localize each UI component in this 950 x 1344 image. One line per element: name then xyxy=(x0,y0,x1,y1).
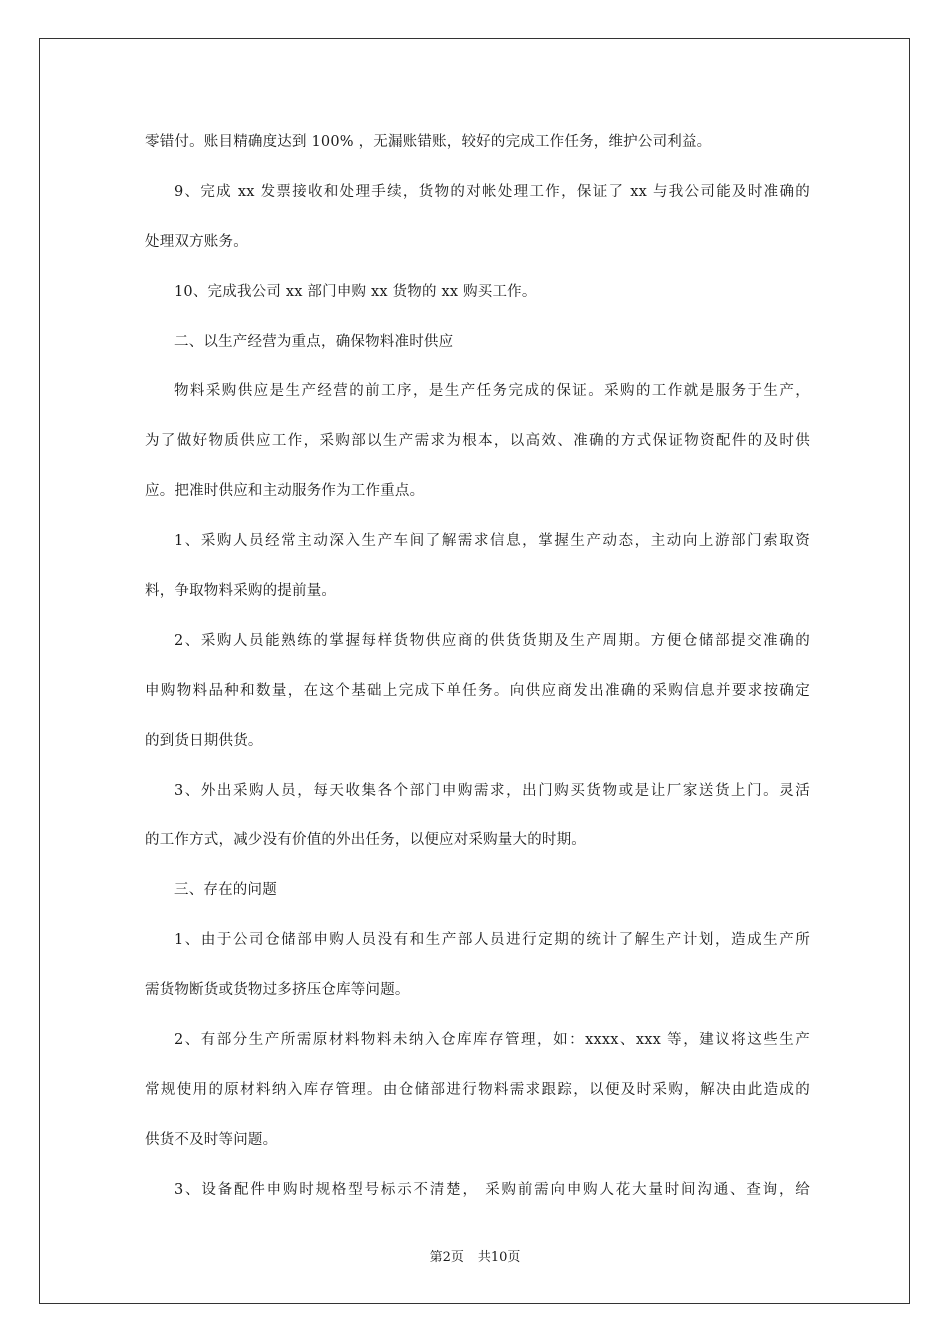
text-line: 零错付。账目精确度达到 100% ，无漏账错账，较好的完成工作任务，维护公司利益。 xyxy=(145,134,712,150)
text-line: 2、采购人员能熟练的掌握每样货物供应商的供货货期及生产周期。方便仓储部提交准确的 xyxy=(174,632,810,649)
text-line: 10、完成我公司 xx 部门申购 xx 货物的 xx 购买工作。 xyxy=(174,283,537,300)
page-total: 共10页 xyxy=(477,1250,521,1265)
text-line: 1、采购人员经常主动深入生产车间了解需求信息，掌握生产动态，主动向上游部门索取资 xyxy=(174,533,810,550)
text-line: 的到货日期供货。 xyxy=(145,732,263,749)
text-line: 的工作方式，减少没有价值的外出任务，以便应对采购量大的时期。 xyxy=(145,832,586,849)
document-body xyxy=(145,118,810,1216)
text-line: 常规使用的原材料纳入库存管理。由仓储部进行物料需求跟踪，以便及时采购，解决由此造成的 xyxy=(145,1081,810,1098)
text-line: 物料采购供应是生产经营的前工序，是生产任务完成的保证。采购的工作就是服务于生产， xyxy=(174,383,810,400)
text-line: 二、以生产经营为重点，确保物料准时供应 xyxy=(174,333,454,350)
text-line: 9、完成 xx 发票接收和处理手续，货物的对帐处理工作，保证了 xx 与我公司能及时准确的 xyxy=(174,183,810,200)
text-line: 为了做好物质供应工作，采购部以生产需求为根本，以高效、准确的方式保证物资配件的及时供 xyxy=(145,433,810,450)
text-line: 申购物料品种和数量，在这个基础上完成下单任务。向供应商发出准确的采购信息并要求按确定 xyxy=(145,682,810,699)
text-line: 处理双方账务。 xyxy=(145,233,248,250)
text-line: 料，争取物料采购的提前量。 xyxy=(145,583,337,600)
text-line: 3、设备配件申购时规格型号标示不清楚， 采购前需向申购人花大量时间沟通、查询，给 xyxy=(174,1181,810,1198)
text-line: 供货不及时等问题。 xyxy=(145,1131,278,1148)
page-number: 第2页 xyxy=(429,1250,464,1265)
text-line: 需货物断货或货物过多挤压仓库等问题。 xyxy=(145,982,410,999)
page-footer xyxy=(0,1246,950,1265)
text-line: 2、有部分生产所需原材料物料未纳入仓库库存管理，如：xxxx、xxx 等，建议将这些生产 xyxy=(174,1032,810,1049)
text-line: 1、由于公司仓储部申购人员没有和生产部人员进行定期的统计了解生产计划，造成生产所 xyxy=(174,932,810,949)
text-line: 3、外出采购人员，每天收集各个部门申购需求，出门购买货物或是让厂家送货上门。灵活 xyxy=(174,782,810,799)
text-line: 应。把准时供应和主动服务作为工作重点。 xyxy=(145,483,425,500)
text-line: 三、存在的问题 xyxy=(174,882,277,899)
